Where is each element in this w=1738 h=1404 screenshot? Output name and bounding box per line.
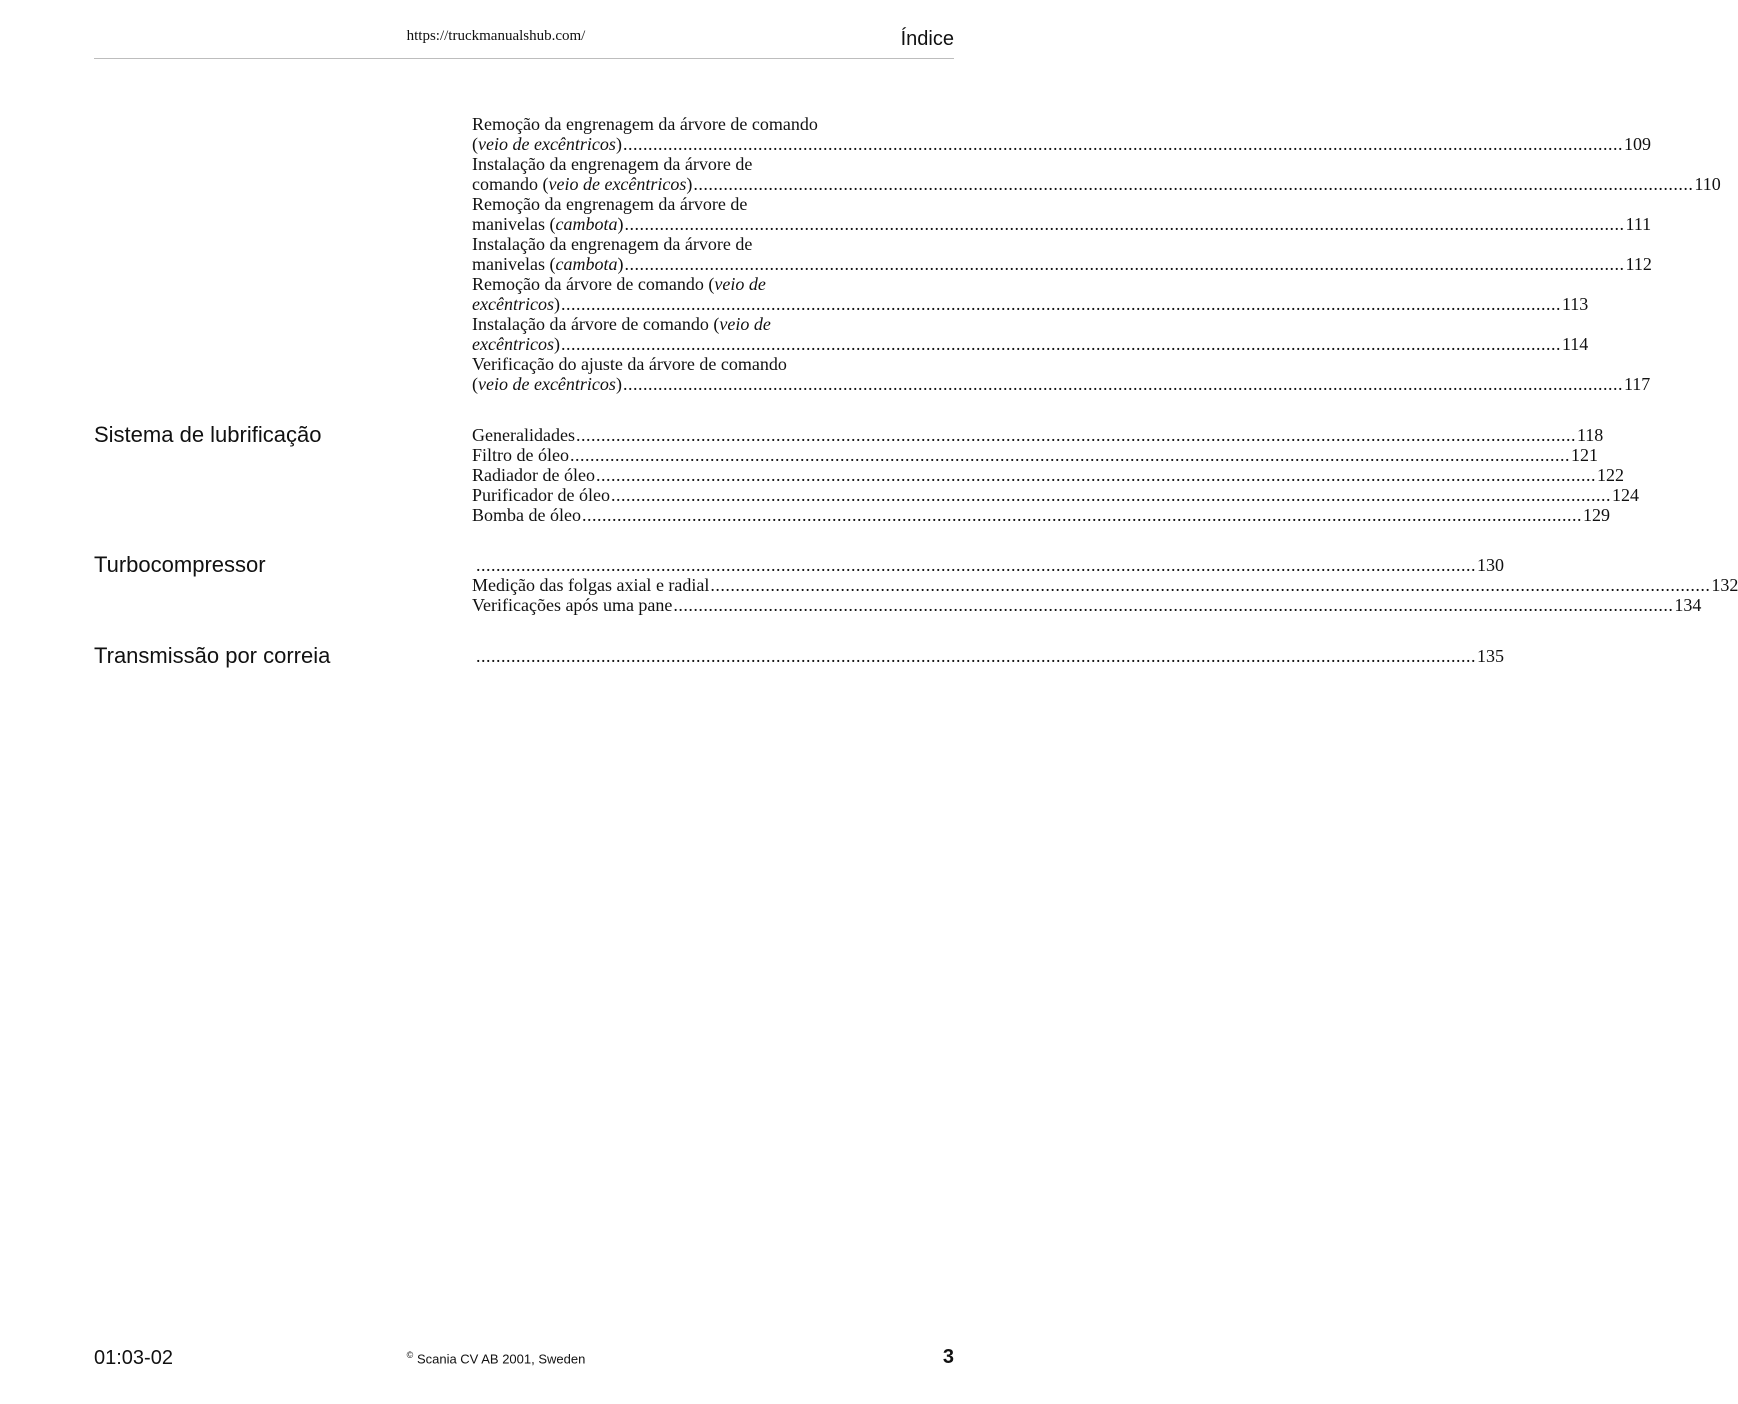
toc-entry[interactable]: [472, 354, 1651, 394]
section-title: Sistema de lubrificação: [94, 422, 322, 447]
footer-copyright: [0, 1350, 992, 1366]
toc-entry[interactable]: [472, 234, 1652, 274]
leader-dots: ........................................................................................................................................................................................................: [595, 465, 1596, 485]
leader-dots: ........................................................................................................................................................................................................: [570, 445, 1570, 465]
toc-page-number: 121: [1571, 445, 1598, 465]
toc-entry-text: comando (veio de excêntricos): [472, 174, 693, 194]
toc-page-number: 110: [1694, 174, 1721, 194]
leader-dots: ........................................................................................................................................................................................................: [581, 505, 1582, 525]
toc-entries: [472, 114, 1721, 394]
toc-entry-text: Filtro de óleo: [472, 445, 569, 465]
toc-entry-text: Medição das folgas axial e radial: [472, 575, 710, 595]
toc-entry-text: manivelas (cambota): [472, 214, 624, 234]
toc-entry-text: Remoção da engrenagem da árvore de: [472, 194, 748, 214]
toc-entry[interactable]: [472, 646, 1504, 666]
toc-entry-text: manivelas (cambota): [472, 254, 624, 274]
toc-page-number: 132: [1711, 575, 1738, 595]
leader-dots: ........................................................................................................................................................................................................: [575, 425, 1576, 445]
toc-page-number: 118: [1576, 425, 1604, 445]
toc-entry[interactable]: [472, 274, 1589, 314]
toc-entry-text: Verificação do ajuste da árvore de comando: [472, 354, 787, 374]
leader-dots: ........................................................................................................................................................................................................: [693, 174, 1694, 194]
copyright-symbol: ©: [406, 1350, 414, 1360]
toc-entry[interactable]: [472, 114, 1651, 154]
toc-entry-text: (veio de excêntricos): [472, 134, 622, 154]
toc-entry[interactable]: [472, 194, 1652, 234]
toc-entry-text: Bomba de óleo: [472, 505, 581, 525]
section-title: Turbocompressor: [94, 552, 266, 577]
toc-entry-text: Generalidades: [472, 425, 575, 445]
toc-page-number: 117: [1623, 374, 1651, 394]
leader-dots: ........................................................................................................................................................................................................: [560, 294, 1561, 314]
leader-dots: ........................................................................................................................................................................................................: [476, 646, 1476, 666]
toc-page-number: 135: [1477, 646, 1504, 666]
toc-entry-text: Remoção da engrenagem da árvore de comando: [472, 114, 818, 134]
toc-page-number: 129: [1582, 505, 1610, 525]
toc-page-number: 112: [1625, 254, 1652, 274]
page-title: Índice: [900, 28, 954, 50]
toc-entry[interactable]: [472, 425, 1604, 445]
toc-entry[interactable]: [472, 465, 1624, 485]
toc-entry-text: Instalação da engrenagem da árvore de: [472, 234, 753, 254]
toc-entry[interactable]: [472, 445, 1598, 465]
toc-page-number: 130: [1477, 555, 1504, 575]
toc-entry[interactable]: [472, 314, 1589, 354]
copyright-text: Scania CV AB 2001, Sweden: [416, 1351, 586, 1367]
toc-entry[interactable]: [472, 154, 1721, 194]
toc-entry[interactable]: [472, 595, 1702, 615]
toc-entry-text: Instalação da árvore de comando (veio de: [472, 314, 771, 334]
leader-dots: ........................................................................................................................................................................................................: [610, 485, 1611, 505]
header-divider: [94, 58, 954, 59]
toc-entry-text: (veio de excêntricos): [472, 374, 622, 394]
toc-entry-text: Remoção da árvore de comando (veio de: [472, 274, 766, 294]
leader-dots: ........................................................................................................................................................................................................: [624, 254, 1625, 274]
leader-dots: ........................................................................................................................................................................................................: [622, 134, 1623, 154]
toc-entries: [472, 646, 1504, 666]
toc-entry[interactable]: [472, 505, 1610, 525]
toc-entry-text: Purificador de óleo: [472, 485, 610, 505]
toc-entry-text: Instalação da engrenagem da árvore de: [472, 154, 753, 174]
toc-entry[interactable]: [472, 575, 1738, 595]
toc-entry-text: excêntricos): [472, 294, 560, 314]
toc-page-number: 114: [1561, 334, 1589, 354]
header-url: https://truckmanualshub.com/: [406, 28, 586, 44]
toc-entry-text: Verificações após uma pane: [472, 595, 673, 615]
toc-entry[interactable]: [472, 485, 1639, 505]
toc-page-number: 124: [1611, 485, 1639, 505]
footer-page-number: 3: [942, 1346, 954, 1368]
toc-entry-text: Radiador de óleo: [472, 465, 595, 485]
toc-entry[interactable]: [472, 555, 1504, 575]
leader-dots: ........................................................................................................................................................................................................: [624, 214, 1625, 234]
toc-page-number: 134: [1674, 595, 1702, 615]
toc-page-number: 109: [1623, 134, 1651, 154]
leader-dots: ........................................................................................................................................................................................................: [560, 334, 1561, 354]
toc-entry-text: excêntricos): [472, 334, 560, 354]
leader-dots: ........................................................................................................................................................................................................: [710, 575, 1711, 595]
footer-date: 01:03-02: [94, 1347, 173, 1369]
toc-entries: [472, 555, 1738, 615]
toc-entries: [472, 425, 1639, 525]
toc-page-number: 122: [1596, 465, 1624, 485]
leader-dots: ........................................................................................................................................................................................................: [476, 555, 1476, 575]
leader-dots: ........................................................................................................................................................................................................: [673, 595, 1674, 615]
toc-page-number: 111: [1625, 214, 1652, 234]
toc-page-number: 113: [1561, 294, 1589, 314]
section-title: Transmissão por correia: [94, 643, 331, 668]
leader-dots: ........................................................................................................................................................................................................: [622, 374, 1623, 394]
